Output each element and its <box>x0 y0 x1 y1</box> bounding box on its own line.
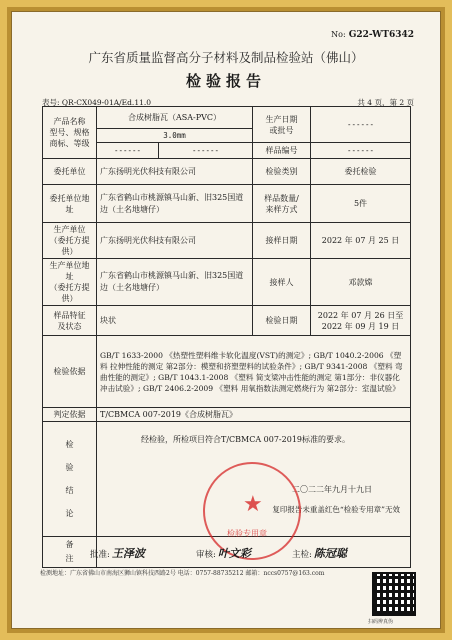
judge-value: T/CBMCA 007-2019《合成树脂瓦》 <box>97 408 411 422</box>
footer-address: 检测地址：广东省佛山市南海区狮山镇科技西路2号 电话：0757-88735212 邮箱：nccs0757@163.com <box>40 570 325 577</box>
grade-value: ------ <box>159 143 253 159</box>
review-signature: 审核: 叶文彩 <box>196 547 251 560</box>
receiver-label: 接样人 <box>253 259 311 306</box>
main-inspector-name: 陈冠聪 <box>313 547 347 560</box>
star-icon: ★ <box>243 492 263 517</box>
production-date-value: ------ <box>311 107 411 143</box>
feature-value: 块状 <box>97 306 253 336</box>
approve-signature: 批准: 王泽波 <box>90 547 145 560</box>
main-inspector-signature: 主检: 陈冠聪 <box>292 547 347 560</box>
product-name-label: 产品名称 型号、规格 商标、等级 <box>43 107 97 159</box>
client-address-label: 委托单位地址 <box>43 185 97 223</box>
production-date-label: 生产日期 或批号 <box>253 107 311 143</box>
basis-label: 检验依据 <box>43 336 97 408</box>
sample-number-label: 样品编号 <box>253 143 311 159</box>
sample-number-value: ------ <box>311 143 411 159</box>
qr-label: 扫码辨真伪 <box>368 619 394 625</box>
test-date-label: 检验日期 <box>253 306 311 336</box>
client-value: 广东扬明光伏科技有限公司 <box>97 159 253 185</box>
receive-date-value: 2022 年 07 月 25 日 <box>311 223 411 259</box>
brand-value: ------ <box>97 143 159 159</box>
receiver-value: 邓款嫦 <box>311 259 411 306</box>
remark-label: 备 注 <box>43 537 97 568</box>
reviewer-name: 叶文彩 <box>217 547 251 560</box>
station-name: 广东省质量监督高分子材料及制品检验站（佛山） <box>88 50 364 65</box>
sample-quantity-label: 样品数量/ 来样方式 <box>253 185 311 223</box>
product-name-value: 合成树脂瓦（ASA-PVC） <box>97 107 253 129</box>
conclusion-date: 二〇二二年九月十九日 <box>292 485 372 494</box>
conclusion-note: 复印报告未重盖红色“检验专用章”无效 <box>272 505 400 514</box>
model-value: 3.0mm <box>97 129 253 143</box>
sample-quantity-value: 5件 <box>311 185 411 223</box>
approver-name: 王泽波 <box>111 547 145 560</box>
basis-value: GB/T 1633-2000 《热塑性塑料维卡软化温度(VST)的测定》; GB/T 1040.2-2006 《塑料 拉伸性能的测定 第2部分：模塑和挤塑塑料的试验条件》; GB/T 9341-2008 《塑料 弯曲性能的测定》; GB/T 1043.1-2008 《塑料 简支梁冲击性能的测定 第1部分：非仪器化冲击试验》; GB/T 2406.2-2009 《塑料 用氧指数法测定燃烧行为 第2部分：室温试验》 <box>97 336 411 408</box>
client-label: 委托单位 <box>43 159 97 185</box>
maker-address-value: 广东省鹤山市桃源镇马山新、旧325国道边（土名地塘仔） <box>97 259 253 306</box>
report-title: 检验报告 <box>185 72 266 90</box>
test-type-value: 委托检验 <box>311 159 411 185</box>
maker-value: 广东扬明光伏科技有限公司 <box>97 223 253 259</box>
test-date-value: 2022 年 07 月 26 日至 2022 年 09 月 19 日 <box>311 306 411 336</box>
test-type-label: 检验类别 <box>253 159 311 185</box>
report-number-value: G22-WT6342 <box>348 30 414 40</box>
feature-label: 样品特征 及状态 <box>43 306 97 336</box>
client-address-value: 广东省鹤山市桃源镇马山新、旧325国道边（土名地塘仔） <box>97 185 253 223</box>
form-id: 表号: QR-CX049-01A/Ed.11.0 <box>42 98 152 107</box>
conclusion-label: 检 验 结 论 <box>43 422 97 537</box>
conclusion-text: 经检验，所检项目符合T/CBMCA 007-2019标准的要求。 <box>141 435 350 444</box>
qr-code-icon[interactable] <box>372 572 416 616</box>
page-info: 共 4 页，第 2 页 <box>357 98 414 107</box>
receive-date-label: 接样日期 <box>253 223 311 259</box>
report-number-label: No: <box>331 30 346 39</box>
maker-address-label: 生产单位地址 （委托方提供） <box>43 259 97 306</box>
maker-label: 生产单位 （委托方提供） <box>43 223 97 259</box>
judge-label: 判定依据 <box>43 408 97 422</box>
seal-label: 检验专用章 <box>227 529 267 538</box>
report-number <box>331 30 414 40</box>
